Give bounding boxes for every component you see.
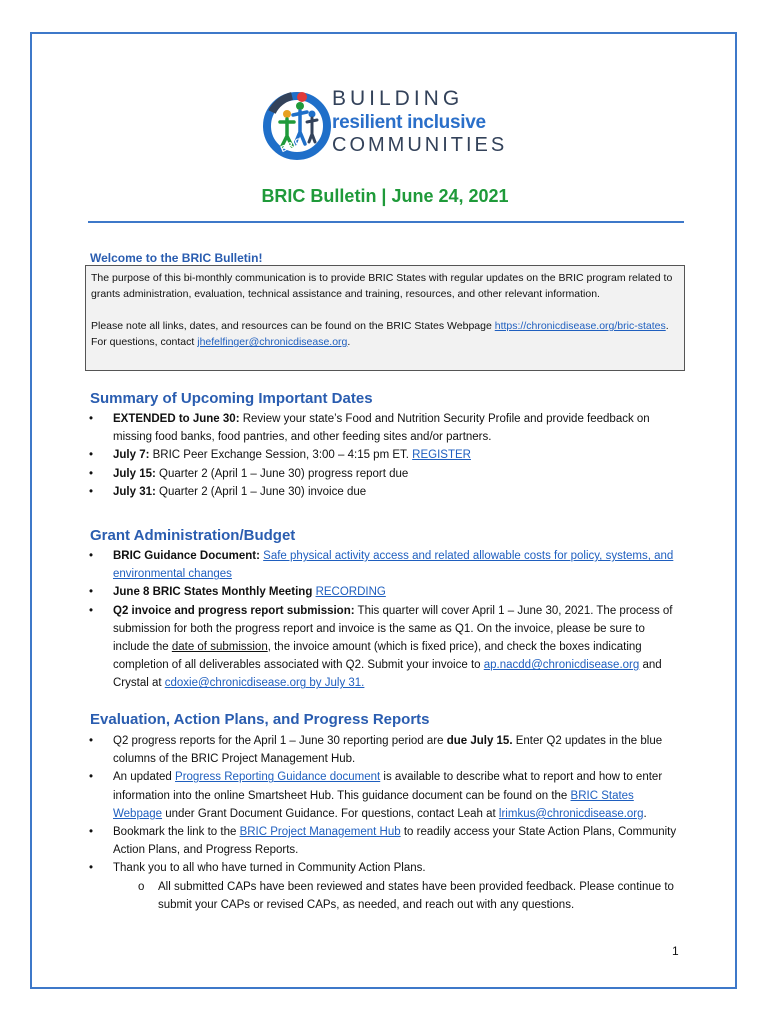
- item-text: Q2 progress reports for the April 1 – June 30 reporting period are: [113, 735, 447, 747]
- list-item: [88, 602, 684, 693]
- sub-list: [113, 878, 684, 914]
- bric-logo: [262, 84, 512, 168]
- webpage-paragraph: [91, 318, 679, 350]
- item-text: An updated: [113, 771, 176, 784]
- item-text: Enter Q2 updates in the blue columns of the BRIC Project Management Hub.: [113, 735, 663, 766]
- item-text: Review your state’s Food and Nutrition Security Profile and provide feedback on missing food banks, food pantries, and other feeding sites and/or partners.: [113, 413, 650, 444]
- item-text: and Crystal at: [113, 659, 662, 690]
- item-text: Quarter 2 (April 1 – June 30) progress report due: [155, 467, 409, 480]
- underlined-text: date of submission: [171, 641, 268, 654]
- list-item: [88, 547, 684, 583]
- logo-wordmark: [332, 88, 507, 155]
- item-text: .: [643, 807, 647, 820]
- item-text: Bookmark the link to the: [113, 826, 240, 839]
- text: Please note all links, dates, and resources can be found on the BRIC States Webpage: [91, 320, 495, 332]
- item-text: This quarter will cover April 1 – June 30, 2021. The process of submission for both the progress report and invoice is the same as Q1. On the invoice, please be sure to include the: [113, 604, 673, 654]
- item-text: is available to describe what to report and how to enter information into the online Smartsheet Hub. This guidance document can be found on the: [113, 771, 663, 802]
- welcome-paragraph: The purpose of this bi-monthly communication is to provide BRIC States with regular updates on the BRIC program related to grants administration, evaluation, technical assistance and training, resources, and other relevant information.: [91, 272, 673, 300]
- recording-link[interactable]: RECORDING: [315, 586, 386, 599]
- item-text: Thank you to all who have turned in Community Action Plans.: [113, 862, 426, 875]
- page-number: 1: [672, 944, 679, 958]
- logo-line-communities: COMMUNITIES: [332, 134, 508, 156]
- project-hub-link[interactable]: BRIC Project Management Hub: [239, 826, 401, 839]
- item-label: EXTENDED to June 30:: [113, 413, 240, 425]
- list-item: [88, 410, 684, 446]
- summary-heading: Summary of Upcoming Important Dates: [90, 390, 373, 407]
- invoice-email-link[interactable]: ap.nacdd@chronicdisease.org: [483, 659, 640, 672]
- list-item: [88, 859, 684, 914]
- logo-line-resilient: resilient inclusive: [332, 112, 486, 133]
- grant-list: [88, 547, 684, 693]
- summary-list: [88, 410, 684, 501]
- register-link[interactable]: REGISTER: [412, 449, 471, 462]
- item-label: July 7:: [113, 449, 150, 462]
- item-text: Quarter 2 (April 1 – June 30) invoice due: [155, 485, 367, 498]
- item-text: to readily access your State Action Plans, Community Action Plans, and Progress Reports.: [113, 826, 677, 857]
- item-text: BRIC Peer Exchange Session, 3:00 – 4:15 pm ET.: [149, 449, 413, 462]
- list-item: [88, 732, 684, 768]
- list-item: [88, 583, 684, 601]
- evaluation-heading: Evaluation, Action Plans, and Progress Reports: [90, 711, 430, 728]
- crystal-email-link[interactable]: cdoxie@chronicdisease.org by July 31.: [164, 677, 365, 690]
- item-text: under Grant Document Guidance. For questions, contact Leah at: [162, 807, 499, 820]
- guidance-document-link[interactable]: Safe physical activity access and related allowable costs for policy, systems, and environmental changes: [113, 550, 674, 581]
- list-item: [88, 823, 684, 859]
- item-label: due July 15.: [446, 735, 513, 747]
- welcome-heading: Welcome to the BRIC Bulletin!: [90, 251, 263, 265]
- contact-email-link[interactable]: jhefelfinger@chronicdisease.org: [197, 336, 348, 348]
- list-item: [88, 465, 684, 483]
- welcome-box: [85, 265, 685, 371]
- item-label: July 15:: [113, 467, 156, 480]
- progress-guidance-link[interactable]: Progress Reporting Guidance document: [175, 771, 381, 784]
- item-text: , the invoice amount (which is fixed price), and check the boxes indicating completion of all deliverables associated with Q2. Submit your invoice to: [113, 641, 642, 672]
- logo-line-building: BUILDING: [332, 87, 464, 110]
- bric-logo-icon: [262, 84, 332, 168]
- sub-list-item: o All submitted CAPs have been reviewed and states have been provided feedback. Please continue to submit your CAPs or revised CAPs, as needed, and reach out with any questions.: [113, 878, 684, 914]
- list-item: [88, 483, 684, 501]
- text: . For questions, contact: [91, 320, 669, 348]
- bulletin-title: BRIC Bulletin | June 24, 2021: [261, 186, 509, 206]
- grant-heading: Grant Administration/Budget: [90, 527, 296, 544]
- bric-states-link[interactable]: https://chronicdisease.org/bric-states: [494, 320, 666, 332]
- item-label: July 31:: [113, 485, 156, 498]
- item-label: Q2 invoice and progress report submission:: [113, 604, 355, 617]
- leah-email-link[interactable]: lrimkus@chronicdisease.org: [498, 807, 644, 820]
- list-item: [88, 446, 684, 464]
- list-item: [88, 768, 684, 823]
- text: .: [347, 336, 351, 348]
- evaluation-list: [88, 732, 684, 914]
- item-label: BRIC Guidance Document:: [113, 550, 260, 562]
- bric-states-webpage-link[interactable]: BRIC States Webpage: [113, 789, 634, 820]
- bric-badge: BRIC: [278, 135, 304, 155]
- title-divider: [88, 221, 684, 223]
- item-label: June 8 BRIC States Monthly Meeting: [113, 586, 313, 599]
